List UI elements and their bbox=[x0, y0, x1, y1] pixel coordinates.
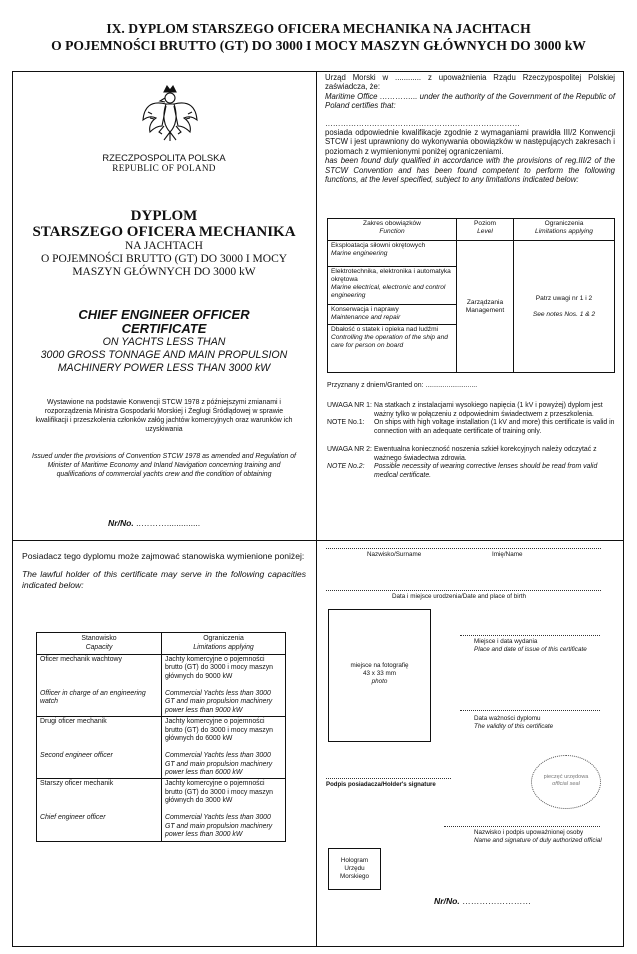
subtitle-pl-3: MASZYN GŁÓWNYCH DO 3000 kW bbox=[72, 266, 256, 278]
certify-p1-en: Maritime Office …………... under the authority of the Government of the Republic of Poland certifies that: bbox=[325, 91, 615, 111]
function-table-header bbox=[328, 219, 615, 241]
header-level bbox=[457, 219, 514, 241]
hologram-label-2: Urzędu bbox=[344, 865, 365, 872]
note1-en bbox=[327, 419, 617, 436]
country-block bbox=[12, 152, 316, 174]
header-function bbox=[328, 219, 457, 241]
header-capacity-en: Capacity bbox=[85, 643, 113, 651]
official-block bbox=[474, 829, 602, 845]
vertical-divider bbox=[316, 71, 317, 947]
capacity-cell bbox=[37, 655, 162, 717]
title-pl-1: DYPLOM bbox=[130, 208, 198, 224]
header-limitations bbox=[514, 219, 615, 241]
granted-on: Przyznany z dniem/Granted on: ........................... bbox=[327, 382, 478, 389]
issue-label-pl: Miejsce i data wydania bbox=[474, 638, 538, 645]
capacities-intro-en: The lawful holder of this certificate may serve in the following capacities indicated below: bbox=[22, 569, 306, 590]
function-en: Marine electrical, electronic and control engineering bbox=[331, 284, 446, 299]
photo-label-1: miejsce na fotografię bbox=[350, 662, 409, 669]
validity-block bbox=[474, 715, 553, 731]
capacity-cell bbox=[37, 717, 162, 779]
cover-number-dots: ..……….............. bbox=[136, 518, 201, 528]
limitations-en: See notes Nos. 1 & 2 bbox=[532, 310, 596, 318]
holder-number bbox=[434, 896, 531, 906]
holder-number-dots: …………………… bbox=[462, 896, 531, 906]
capacity-limit-cell bbox=[162, 779, 286, 841]
capacity-limit-pl: Jachty komercyjne o pojemności brutto (GT) do 3000 i mocy maszyn głównych do 6000 kW bbox=[165, 718, 273, 743]
header-limitations-pl: Ograniczenia bbox=[544, 220, 584, 227]
official-seal bbox=[531, 755, 601, 809]
notes-block bbox=[327, 402, 617, 481]
title-pl-block bbox=[12, 208, 316, 279]
capacity-limit-en: Commercial Yachts less than 3000 GT and main propulsion machinery power less than 6000 kW bbox=[165, 752, 273, 777]
cover-number-label: Nr/No. bbox=[108, 518, 134, 528]
signature-label: Podpis posiadacza/Holder's signature bbox=[326, 781, 436, 788]
capacity-limit-pl: Jachty komercyjne o pojemności brutto (GT) do 3000 i mocy maszyn głównych do 9000 kW bbox=[165, 656, 273, 680]
hologram-label-3: Morskiego bbox=[339, 873, 370, 880]
official-label-en: Name and signature of duly authorized official bbox=[474, 837, 602, 844]
birth-dotted-line bbox=[326, 590, 601, 591]
function-en: Controlling the operation of the ship and care for person on board bbox=[331, 334, 448, 349]
capacity-en: Chief engineer officer bbox=[40, 814, 106, 822]
header-cap-limitations-en: Limitations applying bbox=[193, 643, 254, 651]
capacity-limit-cell bbox=[162, 717, 286, 779]
header-cap-limitations bbox=[162, 633, 286, 655]
subtitle-en-2: 3000 GROSS TONNAGE AND MAIN PROPULSION bbox=[40, 349, 288, 361]
capacity-row bbox=[37, 655, 286, 717]
capacity-limit-en: Commercial Yachts less than 3000 GT and main propulsion machinery power less than 3000 kW bbox=[165, 814, 273, 839]
country-en: REPUBLIC OF POLAND bbox=[112, 163, 216, 173]
note2-pl bbox=[327, 446, 617, 463]
header-function-pl: Zakres obowiązków bbox=[363, 220, 421, 227]
function-pl: Eksploatacja siłowni okrętowych bbox=[331, 242, 426, 249]
certify-p2-en: has been found duly qualified in accordance with the provisions of reg.III/2 of the STCW Convention and has been found competent to perform the following functions, at the level specified, subject to any limitations indicated below: bbox=[325, 156, 615, 185]
horizontal-divider bbox=[12, 540, 624, 541]
polish-eagle-emblem bbox=[140, 82, 200, 146]
function-pl: Dbałość o statek i opieka nad ludźmi bbox=[331, 326, 439, 333]
capacity-row bbox=[37, 779, 286, 841]
capacities-intro-pl: Posiadacz tego dyplomu może zajmować stanowiska wymienione poniżej: bbox=[22, 551, 305, 561]
issue-block bbox=[474, 638, 587, 654]
official-label-pl: Nazwisko i podpis upoważnionej osoby bbox=[474, 829, 584, 836]
capacities-header bbox=[37, 633, 286, 655]
header-function-en: Function bbox=[379, 228, 405, 235]
function-cell bbox=[328, 305, 457, 325]
note2-en bbox=[327, 463, 617, 480]
basis-pl: Wystawione na podstawie Konwencji STCW 1978 z późniejszymi zmianami i rozporządzenia Ministra Gospodarki Morskiej i Żeglugi Śródlądowej w sprawie kwalifikacji i przeszkolenia członków załóg jachtów komercyjnych oraz warunków ich uzyskiwania bbox=[35, 399, 293, 433]
capacity-limit-pl: Jachty komercyjne o pojemności brutto (GT) do 3000 i mocy maszyn głównych do 3000 kW bbox=[165, 780, 273, 805]
name-dotted-line bbox=[326, 548, 601, 549]
level-pl: Zarządzania bbox=[466, 298, 504, 306]
limitations-pl: Patrz uwagi nr 1 i 2 bbox=[535, 294, 593, 302]
document-title bbox=[0, 20, 637, 54]
function-table bbox=[327, 218, 615, 373]
seal-label-1: pieczęć urzędowa bbox=[543, 774, 589, 780]
header-level-en: Level bbox=[477, 228, 493, 235]
function-cell bbox=[328, 267, 457, 305]
birth-label: Data i miejsce urodzenia/Date and place of birth bbox=[392, 593, 527, 600]
capacities-table bbox=[36, 632, 286, 842]
capacity-en: Officer in charge of an engineering watch bbox=[40, 690, 146, 706]
certify-name-dots: ………………………………………………………………… bbox=[325, 118, 520, 128]
subtitle-en-1: ON YACHTS LESS THAN bbox=[102, 336, 226, 348]
certify-p1-pl: Urząd Morski w ............ z upoważnienia Rządu Rzeczypospolitej Polskiej zaświadcza, że: bbox=[325, 73, 615, 92]
capacities-intro bbox=[22, 551, 306, 590]
note1-text-pl: Na statkach z instalacjami wysokiego napięcia (1 kV i powyżej) dyplom jest ważny tylko w połączeniu z odpowiednim świadectwem z przeszkolenia. bbox=[374, 402, 603, 418]
capacity-limit-en: Commercial Yachts less than 3000 GT and main propulsion machinery power less than 9000 kW bbox=[165, 690, 273, 714]
photo-label-3: photo bbox=[371, 678, 388, 685]
photo-box bbox=[328, 609, 431, 742]
function-row bbox=[328, 241, 615, 267]
header-cap-limitations-pl: Ograniczenia bbox=[203, 635, 244, 643]
title-line-2: O POJEMNOŚCI BRUTTO (GT) DO 3000 I MOCY MASZYN GŁÓWNYCH DO 3000 kW bbox=[51, 38, 586, 53]
capacity-pl: Drugi oficer mechanik bbox=[40, 718, 107, 726]
name-label: Imię/Name bbox=[492, 551, 523, 558]
level-en: Management bbox=[465, 306, 505, 314]
note1-label-pl: UWAGA NR 1: bbox=[327, 402, 372, 409]
capacity-pl: Starszy oficer mechanik bbox=[40, 780, 114, 788]
validity-label-en: The validity of this certificate bbox=[474, 723, 554, 730]
country-pl: RZECZPOSPOLITA POLSKA bbox=[102, 152, 226, 163]
function-pl: Konserwacja i naprawy bbox=[331, 306, 399, 313]
function-en: Maintenance and repair bbox=[331, 314, 401, 321]
basis-en: Issued under the provisions of Convention STCW 1978 as amended and Regulation of Minister of Maritime Economy and Inland Navigation concerning training and qualifications of commercial yachts crew and the condition of obtaining bbox=[32, 453, 296, 478]
subtitle-pl-2: O POJEMNOŚCI BRUTTO (GT) DO 3000 I MOCY bbox=[40, 253, 288, 265]
hologram-box bbox=[328, 848, 381, 890]
capacity-cell bbox=[37, 779, 162, 841]
validity-label-pl: Data ważności dyplomu bbox=[474, 715, 541, 722]
hologram-label-1: Hologram bbox=[340, 857, 369, 864]
function-pl: Elektrotechnika, elektronika i automatyka okrętowa bbox=[331, 268, 451, 283]
title-en-2: CERTIFICATE bbox=[121, 321, 207, 336]
signature-dotted-line bbox=[326, 778, 451, 779]
title-en-1: CHIEF ENGINEER OFFICER bbox=[78, 307, 250, 322]
function-cell bbox=[328, 325, 457, 373]
issue-label-en: Place and date of issue of this certificate bbox=[474, 646, 587, 653]
photo-label-2: 43 x 33 mm bbox=[363, 670, 396, 677]
header-limitations-en: Limitations applying bbox=[535, 228, 593, 235]
subtitle-pl-1: NA JACHTACH bbox=[125, 240, 203, 252]
certify-p2-pl: posiada odpowiednie kwalifikacje zgodnie z wymaganiami prawidła III/2 Konwencji STCW i jest uprawniony do wykonywania obowiązków w następujących zakresach i poziomach z wymienionymi poniżej ograniczeniami. bbox=[325, 128, 615, 156]
header-level-pl: Poziom bbox=[474, 220, 496, 227]
function-cell bbox=[328, 241, 457, 267]
limitations-cell bbox=[514, 241, 615, 373]
validity-dotted-line bbox=[460, 710, 600, 711]
title-en-block bbox=[12, 308, 316, 375]
header-capacity bbox=[37, 633, 162, 655]
seal-label-2: official seal bbox=[552, 781, 580, 787]
note2-text-en: Possible necessity of wearing corrective lenses should be read from valid medical certificate. bbox=[374, 463, 598, 479]
capacity-limit-cell bbox=[162, 655, 286, 717]
title-line-1: IX. DYPLOM STARSZEGO OFICERA MECHANIKA NA JACHTACH bbox=[106, 21, 531, 36]
function-en: Marine engineering bbox=[331, 250, 388, 257]
subtitle-en-3: MACHINERY POWER LESS THAN 3000 kW bbox=[57, 362, 271, 374]
header-capacity-pl: Stanowisko bbox=[81, 635, 117, 643]
note1-text-en: On ships with high voltage installation (1 kV and more) this certificate is valid in connection with an adequate certificate of training only. bbox=[374, 419, 615, 436]
note2-text-pl: Ewentualna konieczność noszenia szkieł korekcyjnych należy odczytać z ważnego świadectwa zdrowia. bbox=[374, 445, 597, 462]
holder-number-label: Nr/No. bbox=[434, 896, 460, 906]
capacity-pl: Oficer mechanik wachtowy bbox=[40, 656, 122, 663]
title-pl-2: STARSZEGO OFICERA MECHANIKA bbox=[32, 224, 296, 240]
note2-label-en: NOTE No.2: bbox=[327, 463, 365, 471]
official-dotted-line bbox=[444, 826, 600, 827]
note1-pl bbox=[327, 402, 617, 419]
level-cell bbox=[457, 241, 514, 373]
surname-label: Nazwisko/Surname bbox=[367, 551, 422, 558]
issue-dotted-line bbox=[460, 635, 600, 636]
certify-block bbox=[325, 73, 615, 184]
note1-label-en: NOTE No.1: bbox=[327, 419, 365, 427]
capacity-en: Second engineer officer bbox=[40, 752, 113, 760]
capacity-row bbox=[37, 717, 286, 779]
note2-label-pl: UWAGA NR 2: bbox=[327, 445, 372, 453]
cover-number bbox=[108, 518, 200, 528]
